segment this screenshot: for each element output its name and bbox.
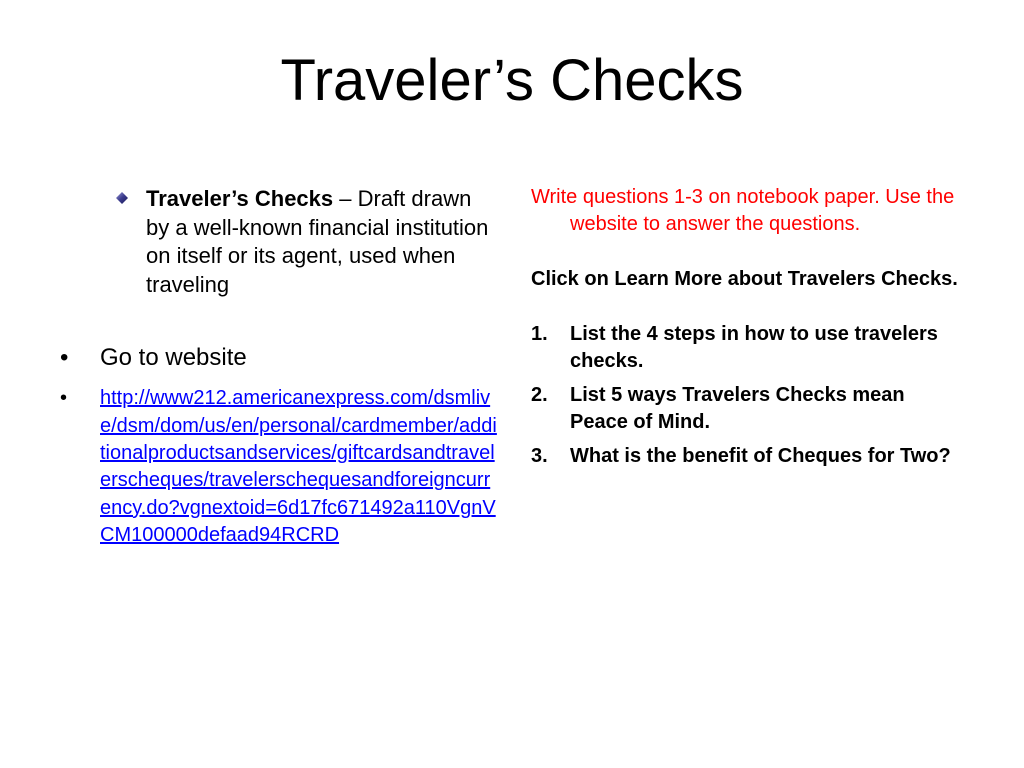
definition-bullet <box>112 185 492 299</box>
go-to-website-label: Go to website <box>100 344 247 371</box>
diamond-bullet-icon <box>116 192 128 204</box>
question-text: List 5 ways Travelers Checks mean Peace of Mind. <box>570 384 905 433</box>
question-number: 2. <box>531 384 548 406</box>
question-text: List the 4 steps in how to use travelers checks. <box>570 323 938 372</box>
bullet-dot: • <box>60 344 69 371</box>
definition-body: Draft drawn by a well-known financial institution on itself or its agent, used when traveling <box>146 186 489 297</box>
definition-text <box>146 185 492 299</box>
question-list <box>531 321 961 470</box>
bullet-dot: • <box>60 387 68 410</box>
go-to-website-item <box>60 342 500 373</box>
instruction-text: Write questions 1-3 on notebook paper. Use the website to answer the questions. <box>531 186 955 235</box>
question-number: 3. <box>531 445 548 467</box>
question-text: What is the benefit of Cheques for Two? <box>570 445 951 467</box>
left-bullet-list <box>60 342 500 550</box>
url-item <box>60 385 500 549</box>
question-item <box>531 443 961 470</box>
question-item <box>531 321 961 375</box>
question-item <box>531 382 961 436</box>
slide-title: Traveler’s Checks <box>280 48 744 113</box>
right-column <box>531 184 961 477</box>
question-number: 1. <box>531 323 548 345</box>
definition-term: Traveler’s Checks <box>146 186 334 211</box>
amex-website-link[interactable]: http://www212.americanexpress.com/dsmlive/dsm/dom/us/en/personal/cardmember/additionalproductsandservices/giftcardsandtravelerscheques/travelerschequesandforeigncurrency.do?vgnextoid=6d17fc671492a110VgnVCM100000defaad94RCRD <box>100 387 497 547</box>
click-instruction: Click on Learn More about Travelers Checks. <box>531 268 958 290</box>
definition-separator: – <box>333 186 358 211</box>
